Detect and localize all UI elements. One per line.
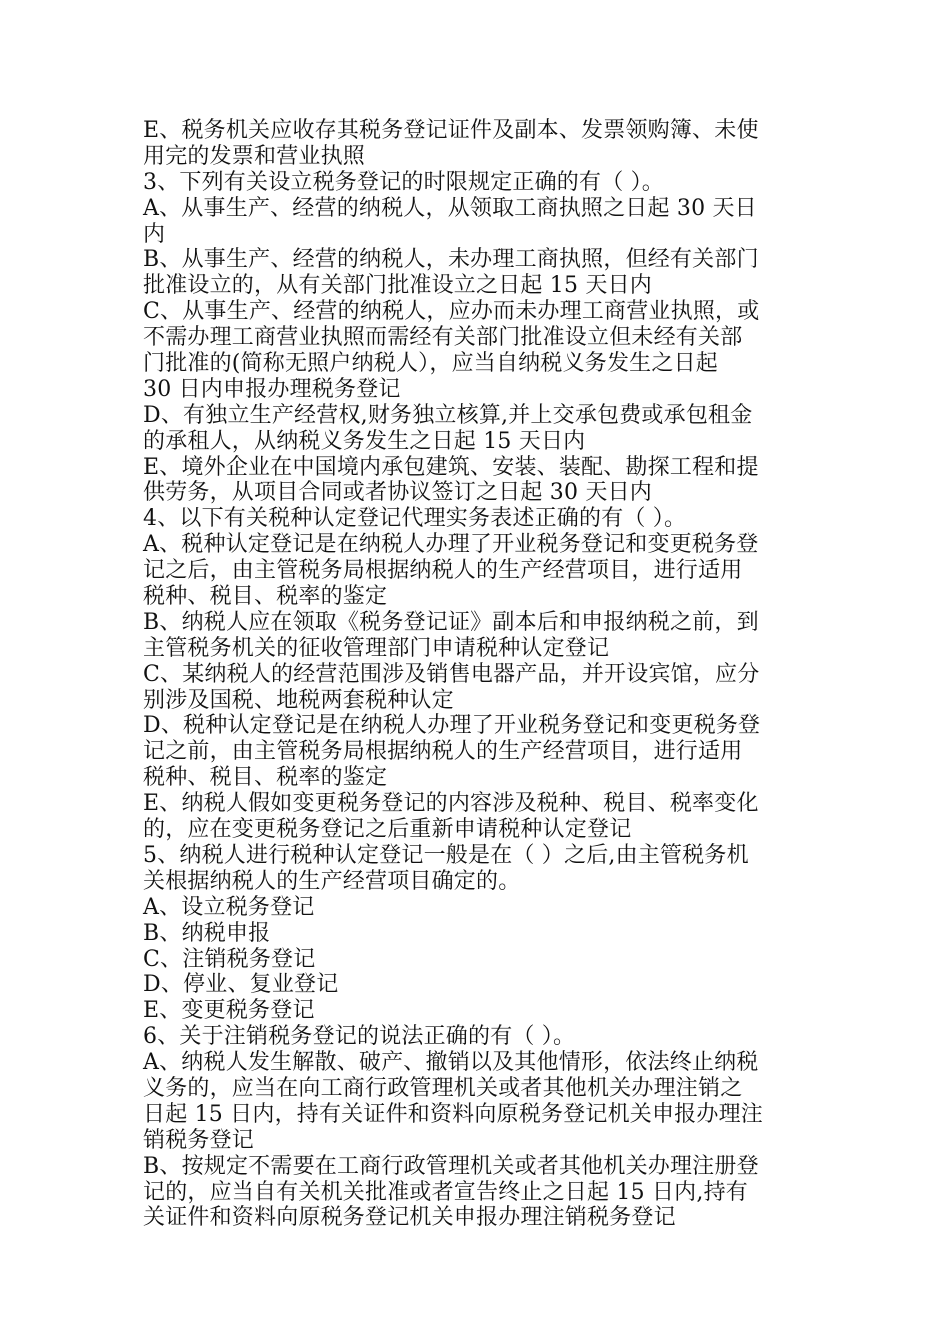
text-line: D、有独立生产经营权,财务独立核算,并上交承包费或承包租金 <box>143 402 753 428</box>
text-line: B、从事生产、经营的纳税人，未办理工商执照，但经有关部门 <box>143 247 759 273</box>
question-3-stem: 3、下列有关设立税务登记的时限规定正确的有（ ）。 <box>143 169 664 195</box>
option-line: A、设立税务登记 <box>143 894 315 920</box>
option-line: C、注销税务登记 <box>143 946 316 972</box>
text-line: 内 <box>143 221 166 247</box>
text-line: 门批准的(简称无照户纳税人），应当自纳税义务发生之日起 <box>143 351 718 377</box>
text-line: B、纳税人应在领取《税务登记证》副本后和申报纳税之前，到 <box>143 609 759 635</box>
option-line: D、停业、复业登记 <box>143 972 339 998</box>
text-line: 30 日内申报办理税务登记 <box>143 376 401 402</box>
text-line: 税种、税目、税率的鉴定 <box>143 584 388 610</box>
text-line: 批准设立的，从有关部门批准设立之日起 15 天日内 <box>143 273 652 299</box>
question-4-stem: 4、以下有关税种认定登记代理实务表述正确的有（ ）。 <box>143 506 687 532</box>
text-line: 记之后，由主管税务局根据纳税人的生产经营项目，进行适用 <box>143 558 743 584</box>
option-line: B、纳税申报 <box>143 920 271 946</box>
question-5-stem: 5、纳税人进行税种认定登记一般是在（ ）之后,由主管税务机 <box>143 842 749 868</box>
text-line: 日起 15 日内，持有关证件和资料向原税务登记机关申报办理注 <box>143 1101 763 1127</box>
text-line: 税种、税目、税率的鉴定 <box>143 765 388 791</box>
text-line: 主管税务机关的征收管理部门申请税种认定登记 <box>143 635 610 661</box>
text-line: B、按规定不需要在工商行政管理机关或者其他机关办理注册登 <box>143 1153 759 1179</box>
text-line: 用完的发票和营业执照 <box>143 143 366 169</box>
text-line: 关根据纳税人的生产经营项目确定的。 <box>143 868 521 894</box>
text-line: 关证件和资料向原税务登记机关申报办理注销税务登记 <box>143 1205 676 1231</box>
text-line: A、税种认定登记是在纳税人办理了开业税务登记和变更税务登 <box>143 532 759 558</box>
text-line: 不需办理工商营业执照而需经有关部门批准设立但未经有关部 <box>143 325 743 351</box>
text-line: 记的，应当自有关机关批准或者宣告终止之日起 15 日内,持有 <box>143 1179 748 1205</box>
text-line: 销税务登记 <box>143 1127 255 1153</box>
text-line: E、纳税人假如变更税务登记的内容涉及税种、税目、税率变化 <box>143 791 759 817</box>
text-line: A、纳税人发生解散、破产、撤销以及其他情形，依法终止纳税 <box>143 1050 759 1076</box>
text-line: A、从事生产、经营的纳税人，从领取工商执照之日起 30 天日 <box>143 195 757 221</box>
text-line: C、从事生产、经营的纳税人，应办而未办理工商营业执照，或 <box>143 299 760 325</box>
text-line: 记之前，由主管税务局根据纳税人的生产经营项目，进行适用 <box>143 739 743 765</box>
text-line: E、税务机关应收存其税务登记证件及副本、发票领购簿、未使 <box>143 118 759 143</box>
text-line: 的，应在变更税务登记之后重新申请税种认定登记 <box>143 817 632 843</box>
document-body <box>143 118 808 1231</box>
text-line: D、税种认定登记是在纳税人办理了开业税务登记和变更税务登 <box>143 713 761 739</box>
question-6-stem: 6、关于注销税务登记的说法正确的有（ ）。 <box>143 1024 576 1050</box>
text-line: E、境外企业在中国境内承包建筑、安装、装配、勘探工程和提 <box>143 454 759 480</box>
text-line: 别涉及国税、地税两套税种认定 <box>143 687 454 713</box>
text-line: 的承租人，从纳税义务发生之日起 15 天日内 <box>143 428 586 454</box>
option-line: E、变更税务登记 <box>143 998 315 1024</box>
text-line: 供劳务，从项目合同或者协议签订之日起 30 天日内 <box>143 480 652 506</box>
text-line: 义务的，应当在向工商行政管理机关或者其他机关办理注销之 <box>143 1075 743 1101</box>
text-line: C、某纳税人的经营范围涉及销售电器产品，并开设宾馆，应分 <box>143 661 760 687</box>
